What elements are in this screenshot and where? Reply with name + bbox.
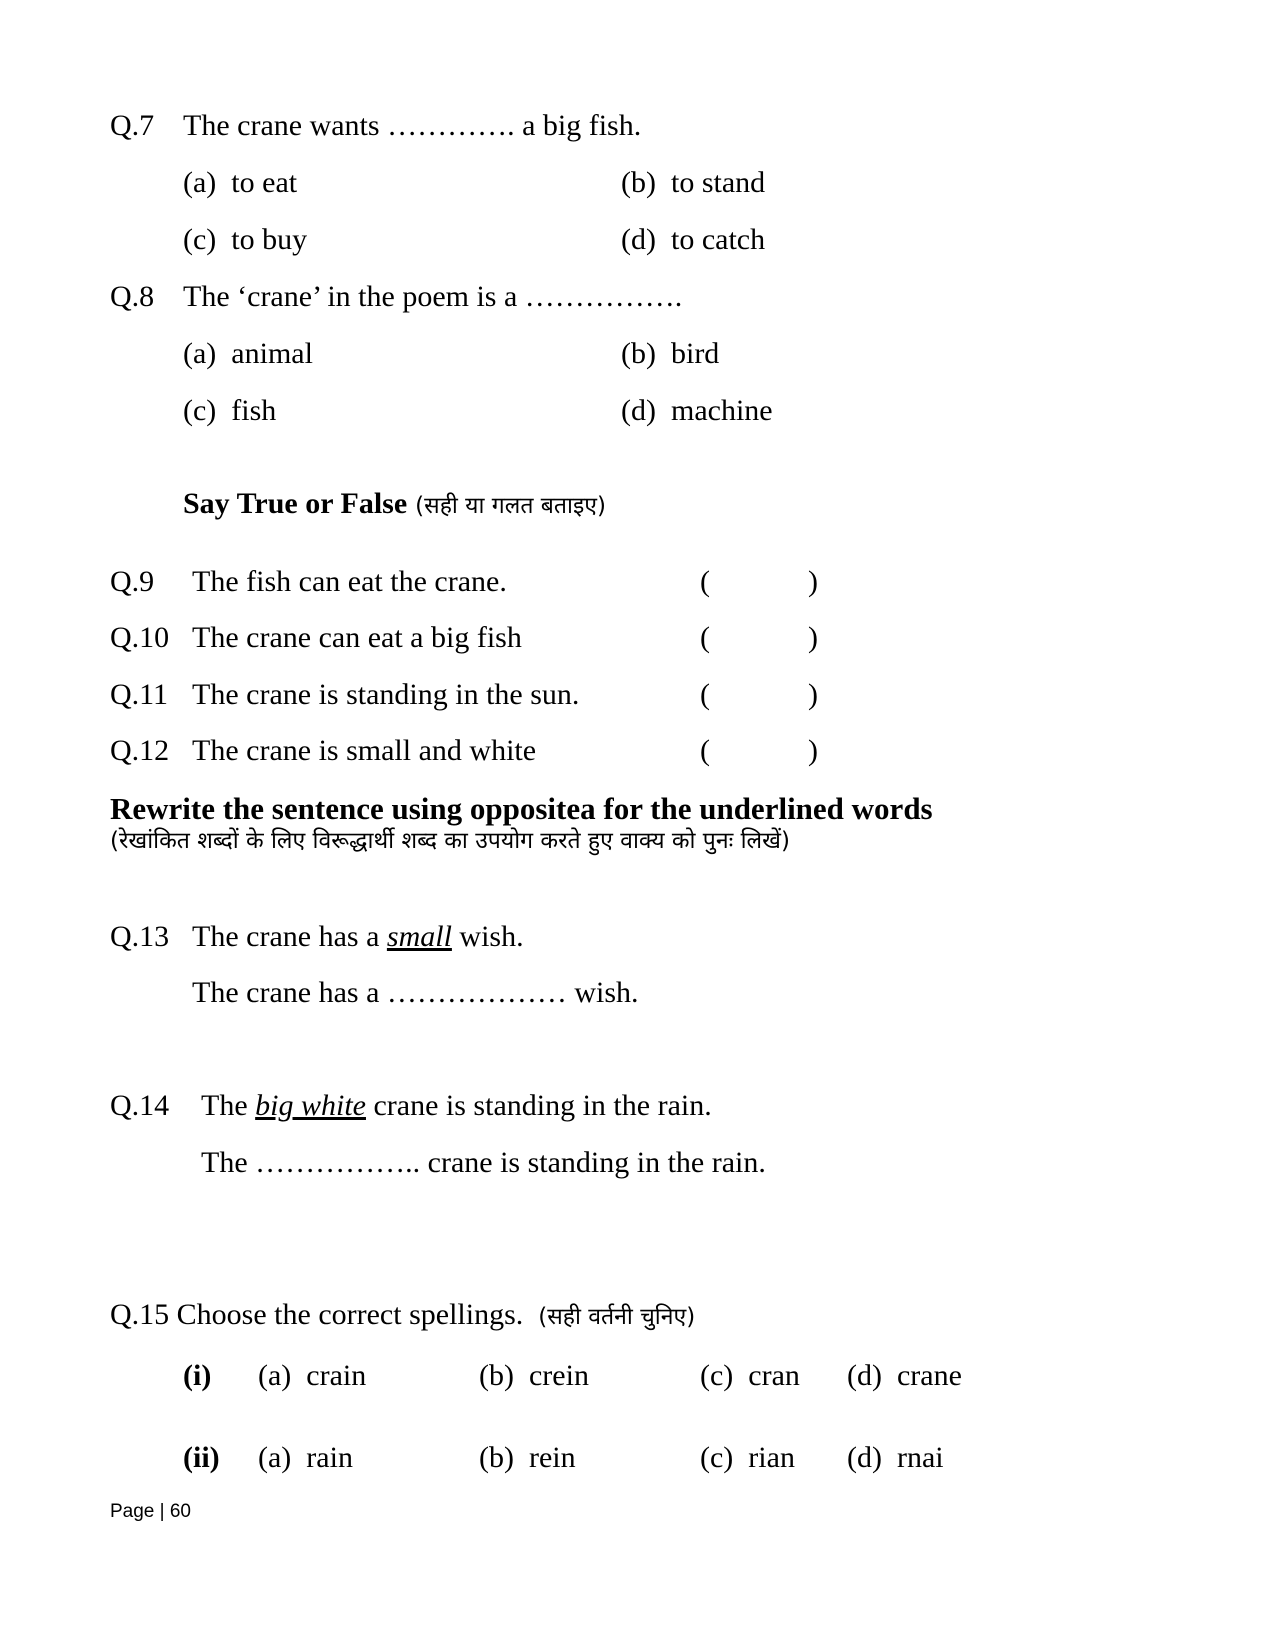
option-letter: (c) — [183, 223, 217, 256]
option-letter: (d) — [621, 223, 656, 256]
option-letter: (d) — [847, 1441, 882, 1474]
page-number: Page | 60 — [110, 1501, 192, 1522]
option-text: crein — [528, 1359, 589, 1392]
answer-close-paren: ) — [808, 565, 818, 598]
spelling-option-d — [847, 1358, 962, 1394]
option-letter: (b) — [621, 166, 656, 199]
answer-open-paren: ( — [700, 565, 710, 598]
option-letter: (d) — [621, 394, 656, 427]
question-8-number: Q.8 — [110, 280, 155, 313]
sentence-part: wish. — [451, 920, 524, 953]
q7-option-d — [621, 222, 765, 258]
option-letter: (a) — [258, 1441, 292, 1474]
true-false-heading — [183, 486, 606, 522]
sentence-part: crane is standing in the rain. — [365, 1089, 712, 1122]
section-title: Say True or False — [183, 487, 408, 520]
option-letter: (b) — [479, 1359, 514, 1392]
q7-option-a — [183, 165, 297, 201]
answer-close-paren: ) — [808, 621, 818, 654]
rewrite-heading-hindi: (रेखांकित शब्दों के लिए विरूद्धार्थी शब्द का उपयोग करते हुए वाक्य को पुनः लिखें) — [110, 828, 790, 854]
question-11-text: The crane is standing in the sun. — [192, 678, 580, 711]
option-text: crain — [306, 1359, 367, 1392]
question-10-number: Q.10 — [110, 621, 170, 654]
q8-option-a — [183, 336, 313, 372]
answer-open-paren: ( — [700, 734, 710, 767]
question-text-hindi: (सही वर्तनी चुनिए) — [538, 1304, 696, 1330]
spelling-row-label: (i) — [183, 1359, 212, 1392]
answer-open-paren: ( — [700, 678, 710, 711]
question-text: Choose the correct spellings. — [176, 1298, 524, 1331]
spelling-option-c — [700, 1440, 795, 1476]
spelling-option-c — [700, 1358, 800, 1394]
question-9-text: The fish can eat the crane. — [192, 565, 507, 598]
option-text: to buy — [231, 223, 308, 256]
option-letter: (d) — [847, 1359, 882, 1392]
option-text: rnai — [896, 1441, 944, 1474]
option-text: to catch — [670, 223, 766, 256]
question-number: Q.15 — [110, 1298, 170, 1331]
option-text: fish — [231, 394, 277, 427]
option-letter: (c) — [183, 394, 217, 427]
option-text: bird — [670, 337, 720, 370]
option-text: rian — [748, 1441, 795, 1474]
q8-option-c — [183, 393, 276, 429]
option-letter: (b) — [621, 337, 656, 370]
question-13-answer-line: The crane has a ……………… wish. — [192, 976, 639, 1009]
question-14-text — [201, 1088, 712, 1124]
question-14-number: Q.14 — [110, 1089, 170, 1122]
answer-close-paren: ) — [808, 678, 818, 711]
spelling-option-b — [479, 1440, 576, 1476]
question-8-text: The ‘crane’ in the poem is a ……………. — [183, 280, 683, 313]
option-letter: (b) — [479, 1441, 514, 1474]
answer-open-paren: ( — [700, 621, 710, 654]
option-text: rain — [306, 1441, 353, 1474]
section-title-hindi: (सही या गलत बताइए) — [415, 493, 606, 519]
option-text: rein — [528, 1441, 576, 1474]
option-text: to stand — [670, 166, 766, 199]
option-text: to eat — [231, 166, 298, 199]
question-13-text — [192, 919, 524, 955]
sentence-part: The — [201, 1089, 256, 1122]
question-11-number: Q.11 — [110, 678, 169, 711]
spelling-row-label: (ii) — [183, 1441, 220, 1474]
q8-option-b — [621, 336, 719, 372]
question-12-number: Q.12 — [110, 734, 170, 767]
spelling-option-d — [847, 1440, 944, 1476]
rewrite-heading: Rewrite the sentence using oppositea for the underlined words — [110, 791, 933, 826]
question-15 — [110, 1297, 695, 1333]
question-number: Q.7 — [110, 109, 155, 142]
q7-option-c — [183, 222, 307, 258]
q7-option-b — [621, 165, 765, 201]
spelling-option-b — [479, 1358, 589, 1394]
option-letter: (a) — [258, 1359, 292, 1392]
option-text: animal — [231, 337, 313, 370]
option-text: crane — [896, 1359, 962, 1392]
question-7-text: The crane wants …………. a big fish. — [183, 109, 642, 142]
option-letter: (c) — [700, 1359, 734, 1392]
question-10-text: The crane can eat a big fish — [192, 621, 522, 654]
option-letter: (c) — [700, 1441, 734, 1474]
underlined-word: small — [386, 920, 452, 953]
spelling-option-a — [258, 1358, 366, 1394]
question-14-answer-line: The …………….. crane is standing in the rain. — [201, 1146, 766, 1179]
underlined-word: big white — [255, 1089, 366, 1122]
option-letter: (a) — [183, 337, 217, 370]
option-letter: (a) — [183, 166, 217, 199]
answer-close-paren: ) — [808, 734, 818, 767]
option-text: cran — [748, 1359, 800, 1392]
sentence-part: The crane has a — [192, 920, 387, 953]
question-13-number: Q.13 — [110, 920, 170, 953]
option-text: machine — [670, 394, 773, 427]
question-9-number: Q.9 — [110, 565, 155, 598]
q8-option-d — [621, 393, 773, 429]
question-7 — [110, 108, 154, 144]
question-12-text: The crane is small and white — [192, 734, 537, 767]
spelling-option-a — [258, 1440, 353, 1476]
